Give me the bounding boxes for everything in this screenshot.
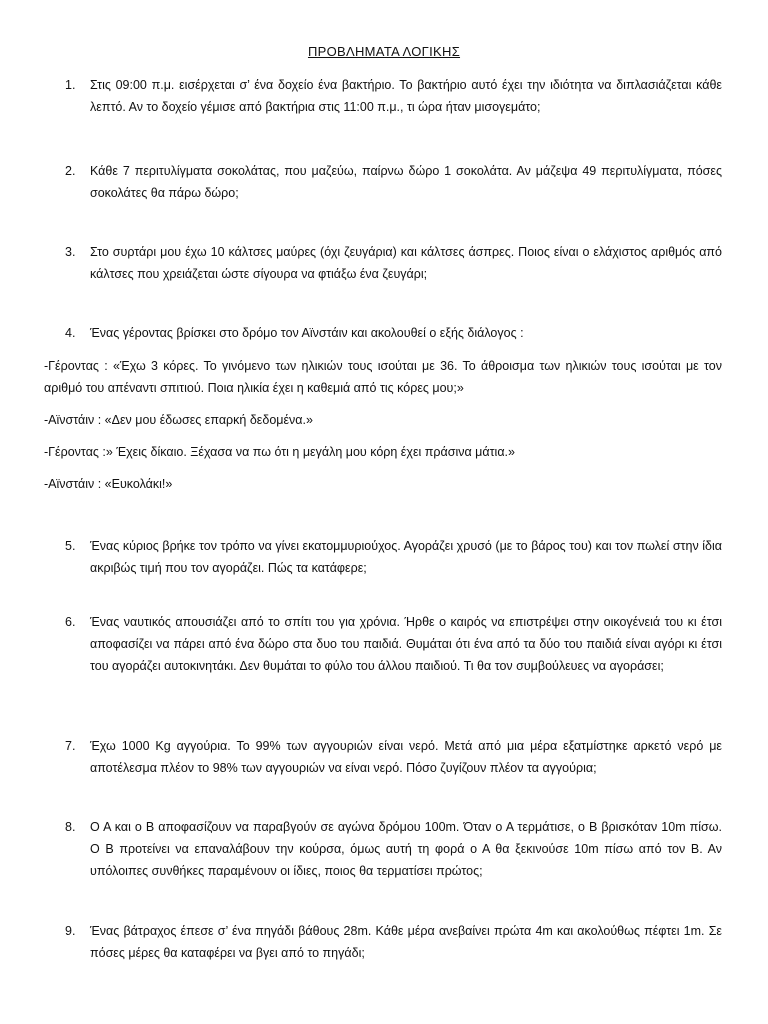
- problem-6: [65, 611, 722, 677]
- dialogue-line-3: -Γέροντας :» Έχεις δίκαιο. Ξέχασα να πω ότι η μεγάλη μου κόρη έχει πράσινα μάτια.»: [44, 445, 515, 459]
- problem-number: 9.: [65, 924, 76, 938]
- problem-text: Ένας ναυτικός απουσιάζει από το σπίτι του για χρόνια. Ήρθε ο καιρός να επιστρέψει στην οικογένειά του κι έτσι αποφασίζει να πάρει από ένα δώρο στα δυο του παιδιά. Θυμάται ότι ένα από τα δύο του παιδιά είναι αγόρι κι έτσι του αγοράζει αυτοκινητάκι. Δεν θυμάται το φύλο του άλλου παιδιού. Τι θα τον συμβούλευες να αγοράσει;: [90, 615, 722, 673]
- problem-4: [65, 322, 722, 344]
- dialogue-line-4: -Αϊνστάιν : «Ευκολάκι!»: [44, 477, 173, 491]
- problem-1: [65, 74, 722, 118]
- problem-number: 8.: [65, 820, 76, 834]
- problem-number: 1.: [65, 78, 76, 92]
- problem-number: 6.: [65, 615, 76, 629]
- problem-number: 5.: [65, 539, 76, 553]
- problem-number: 4.: [65, 326, 76, 340]
- problem-8: [65, 816, 722, 882]
- dialogue-line-2: -Αϊνστάιν : «Δεν μου έδωσες επαρκή δεδομένα.»: [44, 413, 313, 427]
- problem-text: Έχω 1000 Kg αγγούρια. Το 99% των αγγουριών είναι νερό. Μετά από μια μέρα εξατμίστηκε αρκετό νερό με αποτέλεσμα πλέον το 98% των αγγουριών να είναι νερό. Πόσο ζυγίζουν πλέον τα αγγούρια;: [90, 739, 722, 775]
- page-title: ΠΡΟΒΛΗΜΑΤΑ ΛΟΓΙΚΗΣ: [307, 44, 461, 59]
- problem-number: 7.: [65, 739, 76, 753]
- problem-text: Ο Α και ο Β αποφασίζουν να παραβγούν σε αγώνα δρόμου 100m. Όταν ο Α τερμάτισε, ο Β βρισκόταν 10m πίσω. Ο Β προτείνει να επαναλάβουν την κούρσα, όμως αυτή τη φορά ο Α θα ξεκινούσε 10m πίσω από τον Β. Αν υπόλοιπες συνθήκες παραμένουν οι ίδιες, ποιος θα τερματίσει πρώτος;: [90, 820, 722, 878]
- problem-text: Στις 09:00 π.μ. εισέρχεται σ’ ένα δοχείο ένα βακτήριο. Το βακτήριο αυτό έχει την ιδιότητα να διπλασιάζεται κάθε λεπτό. Αν το δοχείο γέμισε από βακτήρια στις 11:00 π.μ., τι ώρα ήταν μισογεμάτο;: [90, 78, 722, 114]
- problem-5: [65, 535, 722, 579]
- problem-9: [65, 920, 722, 964]
- problem-7: [65, 735, 722, 779]
- problem-number: 2.: [65, 164, 76, 178]
- problem-text: Ένας γέροντας βρίσκει στο δρόμο τον Αϊνστάιν και ακολουθεί ο εξής διάλογος :: [90, 326, 524, 340]
- problem-text: Κάθε 7 περιτυλίγματα σοκολάτας, που μαζεύω, παίρνω δώρο 1 σοκολάτα. Αν μάζεψα 49 περιτυλίγματα, πόσες σοκολάτες θα πάρω δώρο;: [90, 164, 722, 200]
- dialogue-line-1: -Γέροντας : «Έχω 3 κόρες. Το γινόμενο των ηλικιών τους ισούται με 36. Το άθροισμα των ηλικιών τους ισούται με τον αριθμό του απέναντι σπιτιού. Ποια ηλικία έχει η καθεμιά από τις κόρες μου;»: [44, 359, 722, 395]
- problem-3: [65, 241, 722, 285]
- problem-number: 3.: [65, 245, 76, 259]
- problem-text: Ένας κύριος βρήκε τον τρόπο να γίνει εκατομμυριούχος. Αγοράζει χρυσό (με το βάρος του) και τον πωλεί στην ίδια ακριβώς τιμή που τον αγοράζει. Πώς τα κατάφερε;: [90, 539, 722, 575]
- problem-2: [65, 160, 722, 204]
- problem-text: Στο συρτάρι μου έχω 10 κάλτσες μαύρες (όχι ζευγάρια) και κάλτσες άσπρες. Ποιος είναι ο ελάχιστος αριθμός από κάλτσες που χρειάζεται ώστε σίγουρα να φτιάξω ένα ζευγάρι;: [90, 245, 722, 281]
- problem-text: Ένας βάτραχος έπεσε σ’ ένα πηγάδι βάθους 28m. Κάθε μέρα ανεβαίνει πρώτα 4m και ακολούθως πέφτει 1m. Σε πόσες μέρες θα καταφέρει να βγει από το πηγάδι;: [90, 924, 722, 960]
